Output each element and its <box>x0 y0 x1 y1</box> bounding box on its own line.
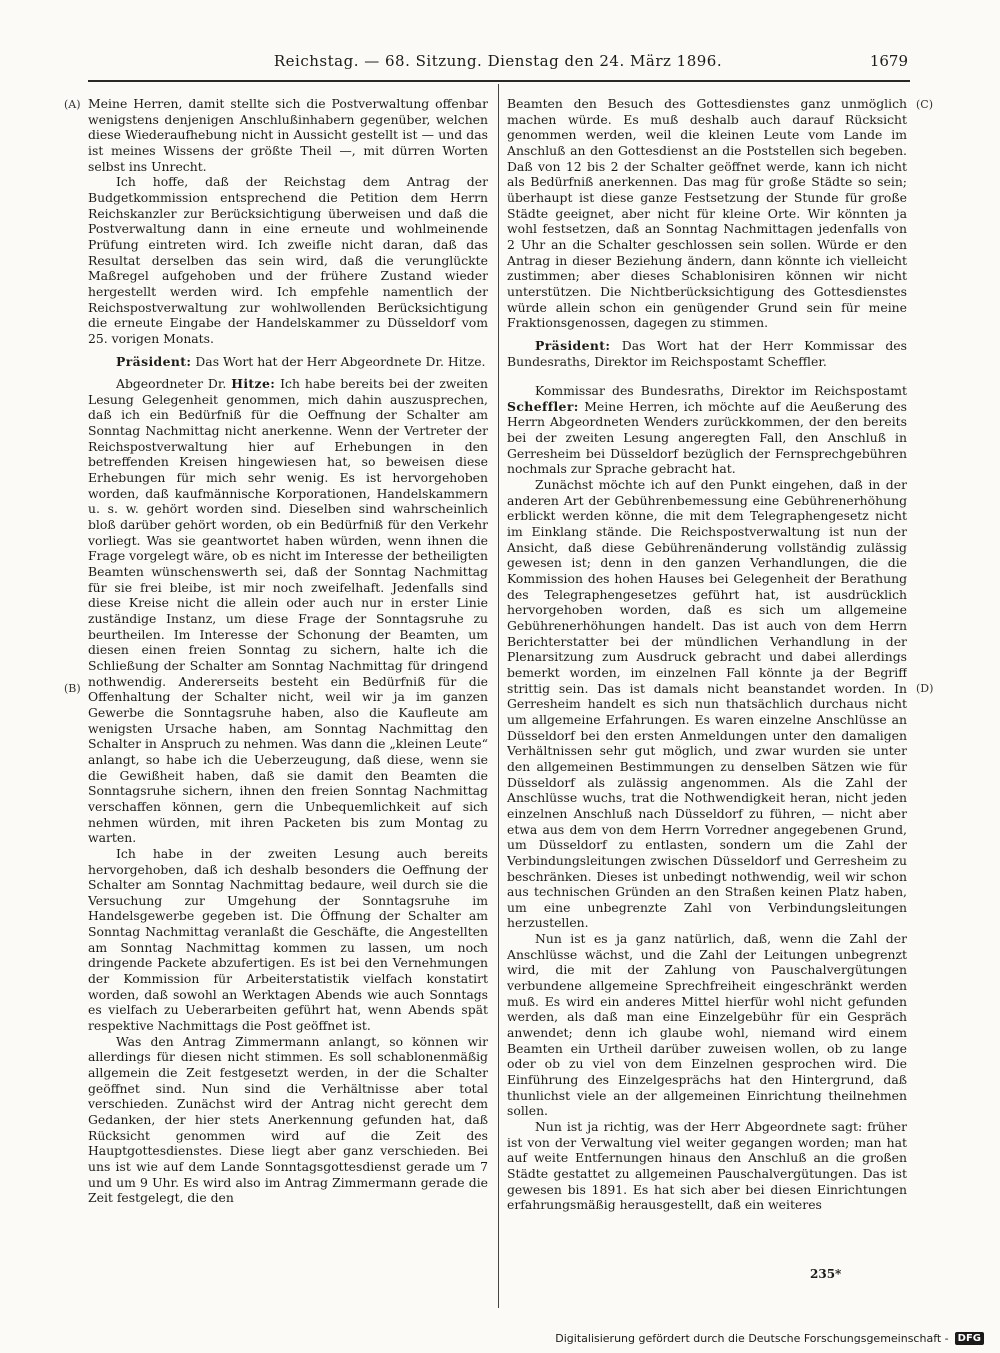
margin-marker-c: (C) <box>916 98 933 111</box>
footer-text: Digitalisierung gefördert durch die Deutsche Forschungsgemeinschaft - <box>555 1332 949 1345</box>
footer <box>555 1332 984 1345</box>
margin-marker-a: (A) <box>64 98 81 111</box>
speaker-name: Hitze: <box>231 376 276 392</box>
paragraph: Ich hoffe, daß der Reichstag dem Antrag der Budgetkommission entsprechend die Petition dem Herrn Reichskanzler zur Berücksichtigung überweisen und daß die Postverwaltung dann in eine erneute und wohlmeinende Prüfung eintreten wird. Ich zweifle nicht daran, daß das Resultat derselben das sein wird, daß die verunglückte Maßregel aufgehoben und der frühere Zustand wieder hergestellt werden wird. Ich empfehle namentlich der Reichspostverwaltung zur wohlwollenden Berücksichtigung die erneute Eingabe der Handelskammer zu Düsseldorf vom 25. vorigen Monats. <box>88 174 488 346</box>
page-header-title: Reichstag. — 68. Sitzung. Dienstag den 24. März 1896. <box>273 52 723 70</box>
header-rule <box>88 80 910 82</box>
speaker-paragraph <box>88 376 488 846</box>
paragraph: Beamten den Besuch des Gottesdienstes ganz unmöglich machen würde. Es muß deshalb auch darauf Rücksicht genommen werden, weil die kleinen Leute vom Lande im Anschluß an den Gottesdienst an die Poststellen sich begeben. Daß von 12 bis 2 der Schalter geöffnet werde, kann ich nicht als Bedürfniß anerkennen. Das mag für große Städte so sein; überhaupt ist diese ganze Festsetzung der Stunde für große Städte geeignet, aber nicht für kleine Orte. Wir könnten ja wohl festsetzen, daß an Sonntag Nachmittagen jedenfalls von 2 Uhr an die Schalter geschlossen sein sollen. Würde er den Antrag in dieser Beziehung ändern, dann könnte ich vielleicht zustimmen; aber dieses Schablonisiren können wir nicht unterstützen. Die Nichtberücksichtigung des Gottesdienstes würde allein schon ein genügender Grund sein für meine Fraktionsgenossen, dagegen zu stimmen. <box>507 96 907 331</box>
speaker-intro: Abgeordneter Dr. <box>116 376 227 392</box>
margin-marker-d: (D) <box>916 682 934 695</box>
speaker-intro: Kommissar des Bundesraths, Direktor im Reichspostamt <box>535 383 907 399</box>
column-divider <box>498 84 499 1308</box>
paragraph: Nun ist ja richtig, was der Herr Abgeordnete sagt: früher ist von der Verwaltung viel weiter gegangen worden; man hat auf weite Entfernungen hinaus den Anschluß an die großen Städte gestattet zu allgemeinen Pauschalvergütungen. Das ist gewesen bis 1891. Es hat sich aber bei diesen Einrichtungen erfahrungsmäßig herausgestellt, daß ein weiteres <box>507 1119 907 1213</box>
page-header <box>88 52 908 74</box>
speech-text: Meine Herren, ich möchte auf die Aeußerung des Herrn Abgeordneten Wenders zurückkommen, der den bereits bei der zweiten Lesung angeregten Fall, den Anschluß in Gerresheim bei Düsseldorf bezüglich der Fernsprechgebühren nochmals zur Sprache gebracht hat. <box>507 398 907 477</box>
paragraph: Zunächst möchte ich auf den Punkt eingehen, daß in der anderen Art der Gebührenbemessung eine Gebührenerhöhung erblickt werden könne, die mit dem Telegraphengesetz nicht im Einklang stände. Die Reichspostverwaltung ist nun der Ansicht, daß diese Gebührenänderung vollständig zulässig gewesen ist; denn in den ganzen Verhandlungen, die die Kommission des hohen Hauses bei Gelegenheit der Berathung des Telegraphengesetzes geführt hat, ist ausdrücklich hervorgehoben worden, daß es sich um allgemeine Gebührenerhöhungen handelt. Das ist auch von dem Herrn Berichterstatter bei der mündlichen Verhandlung in der Plenarsitzung zum Ausdruck gebracht und dabei allerdings bemerkt worden, im einzelnen Fall könnte ja der Begriff strittig sein. Das ist damals nicht beanstandet worden. In Gerresheim handelt es sich nun thatsächlich durchaus nicht um allgemeine Erfahrungen. Es waren einzelne Anschlüsse an Düsseldorf bei den ersten Anmeldungen unter den damaligen Verhältnissen sehr gut möglich, und zwar wurden sie unter den allgemeinen Bestimmungen zu denselben Sätzen wie für Düsseldorf als zulässig angenommen. Als die Zahl der Anschlüsse wuchs, trat die Nothwendigkeit heran, nicht jeden einzelnen Anschluß nach Düsseldorf zu führen, — nicht aber etwa aus dem von dem Herrn Vorredner angegebenen Grund, um Düsseldorf zu entlasten, sondern um die Zahl der Verbindungsleitungen zwischen Düsseldorf und Gerresheim zu beschränken. Dieses ist unbedingt nothwendig, weil wir schon aus technischen Gründen an den Straßen keinen Platz haben, um eine unbegrenzte Zahl von Verbindungsleitungen herzustellen. <box>507 477 907 931</box>
speaker-name: Scheffler: <box>507 398 579 414</box>
speech-text: Das Wort hat der Herr Kommissar des Bundesraths, Direktor im Reichspostamt Scheffler. <box>507 337 907 369</box>
paragraph: Was den Antrag Zimmermann anlangt, so können wir allerdings für diesen nicht stimmen. Es soll schablonenmäßig allgemein die Zeit festgesetzt werden, in der die Schalter geöffnet sind. Nun sind die Verhältnisse aber total verschieden. Zunächst wird der Antrag nicht gerecht dem Gedanken, der hier stets Anerkennung gefunden hat, daß Rücksicht genommen wird auf die Zeit des Hauptgottesdienstes. Diese liegt aber ganz verschieden. Bei uns ist wie auf dem Lande Sonntagsgottesdienst gerade um 7 und um 9 Uhr. Es wird also im Antrag Zimmermann gerade die Zeit festgelegt, die den <box>88 1033 488 1206</box>
speech-text: Das Wort hat der Herr Abgeordnete Dr. Hitze. <box>195 353 486 369</box>
dfg-logo-icon: DFG <box>955 1332 984 1345</box>
sheet-signature: 235* <box>810 1267 842 1281</box>
margin-marker-b: (B) <box>64 682 81 695</box>
speaker-name: Präsident: <box>116 353 192 369</box>
speaker-paragraph <box>507 383 907 477</box>
speaker-paragraph <box>507 338 907 369</box>
paragraph: Meine Herren, damit stellte sich die Postverwaltung offenbar wenigstens denjenigen Anschlußinhabern gegenüber, welchen diese Wiederaufhebung nicht in Aussicht gestellt ist — und das ist meines Wissens der größte Theil —, mit dürren Worten selbst ins Unrecht. <box>88 96 488 174</box>
paragraph: Ich habe in der zweiten Lesung auch bereits hervorgehoben, daß ich deshalb besonders die Oeffnung der Schalter am Sonntag Nachmittag bedaure, weil durch sie die Versuchung zur Umgehung der Sonntagsruhe im Handelsgewerbe gegeben ist. Die Öffnung der Schalter am Sonntag Nachmittag veranlaßt die Geschäfte, die Angestellten am Sonntag Nachmittag kommen zu lassen, um noch dringende Packete abzufertigen. Es ist bei den Vernehmungen der Kommission für Arbeiterstatistik vielfach konstatirt worden, daß sowohl an Werktagen Abends wie auch Sonntags es vielfach zu Ueberarbeiten geführt hat, wenn Abends spät respektive Nachmittags die Post geöffnet ist. <box>88 845 488 1034</box>
speaker-name: Präsident: <box>535 337 611 353</box>
paragraph: Nun ist es ja ganz natürlich, daß, wenn die Zahl der Anschlüsse wächst, und die Zahl der Leitungen unbegrenzt wird, die mit der Zahlung von Pauschalvergütungen verbundene allgemeine Sprechfreiheit eingeschränkt werden muß. Es wird ein anderes Mittel hierfür wohl nicht gefunden werden, als daß man eine Einzelgebühr für ein Gespräch anwendet; denn ich glaube wohl, niemand wird einem Beamten ein Urtheil darüber zuweisen wollen, ob zu lange oder ob zu viel von dem Einzelnen gesprochen wird. Die Einführung des Einzelgesprächs hat den Hintergrund, daß thunlichst viele an der allgemeinen Einrichtung theilnehmen sollen. <box>507 931 907 1119</box>
page-number: 1679 <box>869 52 908 70</box>
speaker-paragraph <box>88 354 488 370</box>
speech-text: Ich habe bereits bei der zweiten Lesung Gelegenheit genommen, mich dahin auszusprechen, daß ich ein Bedürfniß für die Oeffnung der Schalter am Sonntag Nachmittag nicht anerkenne. Wenn der Vertreter der Reichspostverwaltung hier auf Erhebungen in den betreffenden Kreisen hingewiesen hat, so beweisen diese Erhebungen für mich sehr wenig. Es ist hervorgehoben worden, daß kaufmännische Korporationen, Handelskammern u. s. w. gehört worden sind. Dieselben sind wahrscheinlich bloß darüber gehört worden, ob ein Bedürfniß für den Verkehr vorliegt. Was sie geantwortet haben würden, wenn ihnen die Frage vorgelegt wäre, ob es nicht im Interesse der betheiligten Beamten wünschenswerth sei, daß der Sonntag Nachmittag für sie frei bleibe, ist mir noch zweifelhaft. Jedenfalls sind diese Kreise nicht die allein oder auch nur in erster Linie zuständige Instanz, um diese Frage der Sonntagsruhe zu beurtheilen. Im Interesse der Schonung der Beamten, um diesen einen freien Sonntag zu sichern, halte ich die Schließung der Schalter am Sonntag Nachmittag für dringend nothwendig. Andererseits besteht ein Bedürfniß für die Offenhaltung der Schalter nicht, weil wir ja im ganzen Gewerbe die Sonntagsruhe haben, also die Kaufleute am wenigsten Ursache haben, am Sonntag Nachmittag den Schalter in Anspruch zu nehmen. Was dann die „kleinen Leute“ anlangt, so habe ich die Ueberzeugung, daß diese, wenn sie die Gewißheit haben, daß sie damit den Beamten die Sonntagsruhe sichern, ihnen den freien Sonntag Nachmittag verschaffen können, gern die Unbequemlichkeit auf sich nehmen würden, mit ihren Packeten bis zum Montag zu warten. <box>88 376 488 846</box>
right-column <box>507 96 907 1272</box>
left-column <box>88 96 488 1272</box>
